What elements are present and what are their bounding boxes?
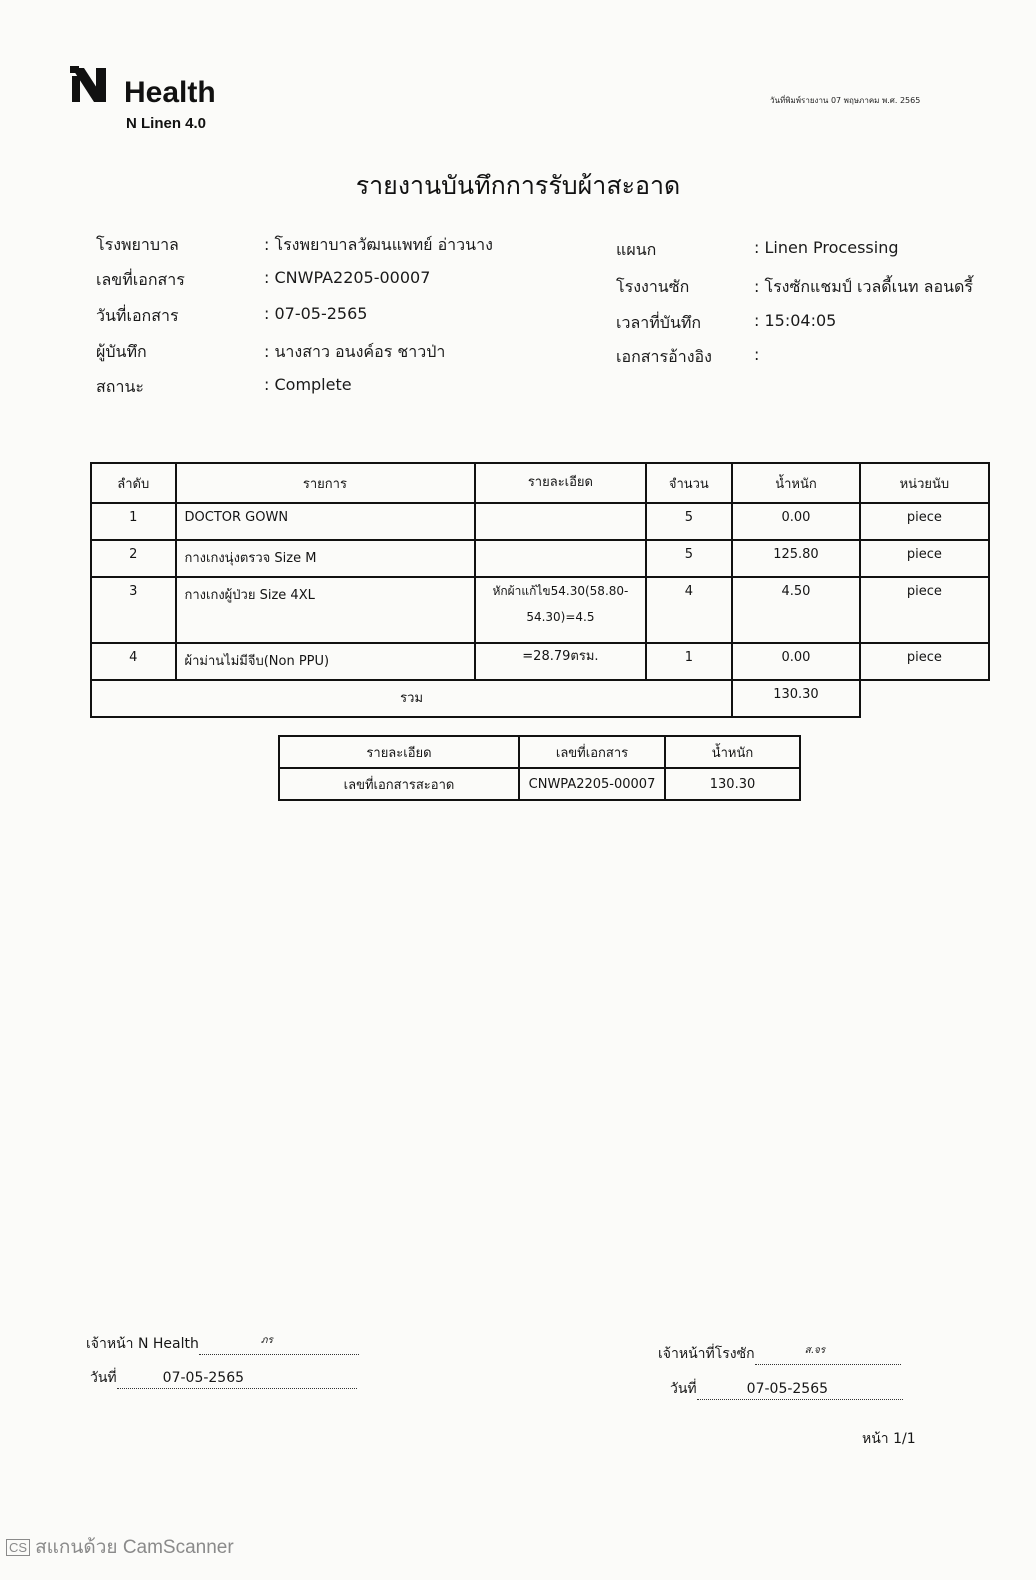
info-value: : Linen Processing xyxy=(754,238,899,257)
cell-qty: 4 xyxy=(646,577,733,643)
cell-weight: 4.50 xyxy=(732,577,860,643)
signature-label: เจ้าหน้าที่โรงซัก xyxy=(658,1346,755,1362)
info-value: : โรงซักแชมป์ เวลดี้เนท ลอนดรี้ xyxy=(754,277,974,296)
table-row xyxy=(91,540,989,577)
cell-qty: 5 xyxy=(646,540,733,577)
info-value: : xyxy=(754,345,760,364)
info-label: สถานะ xyxy=(96,377,144,396)
info-label: วันที่เอกสาร xyxy=(96,306,179,325)
table-total-row xyxy=(91,680,989,717)
col-header-unit: หน่วยนับ xyxy=(860,463,989,503)
info-value: : โรงพยาบาลวัฒนแพทย์ อ่าวนาง xyxy=(264,235,493,254)
cell-unit: piece xyxy=(860,577,989,643)
summary-table xyxy=(278,735,801,801)
cell-no: 3 xyxy=(91,577,176,643)
camscanner-watermark xyxy=(6,1532,234,1562)
summary-header-weight: น้ำหนัก xyxy=(665,736,800,768)
info-value: : 07-05-2565 xyxy=(264,304,368,323)
signature-scribble: ส.จร xyxy=(804,1345,826,1356)
table-row xyxy=(91,577,989,643)
info-label: แผนก xyxy=(616,240,657,259)
date-label: วันที่ xyxy=(90,1370,117,1386)
summary-row xyxy=(279,768,800,800)
date-value: 07-05-2565 xyxy=(746,1381,829,1397)
document-title: รายงานบันทึกการรับผ้าสะอาด xyxy=(355,171,681,200)
info-value: : CNWPA2205-00007 xyxy=(264,268,431,287)
date-label: วันที่ xyxy=(670,1381,697,1397)
brand-subtitle: N Linen 4.0 xyxy=(126,115,207,132)
cell-unit: piece xyxy=(860,643,989,680)
info-value: : Complete xyxy=(264,375,352,394)
cell-item: กางเกงนุ่งตรวจ Size M xyxy=(176,540,476,577)
cell-detail: =28.79ตรม. xyxy=(475,643,645,680)
col-header-weight: น้ำหนัก xyxy=(732,463,860,503)
cell-no: 1 xyxy=(91,503,176,540)
watermark-text: สแกนด้วย CamScanner xyxy=(35,1537,234,1558)
cs-badge: CS xyxy=(6,1539,30,1556)
summary-docno: CNWPA2205-00007 xyxy=(519,768,665,800)
cell-item: DOCTOR GOWN xyxy=(176,503,476,540)
table-header-row xyxy=(91,463,989,503)
col-header-no: ลำดับ xyxy=(91,463,176,503)
cell-no: 4 xyxy=(91,643,176,680)
summary-detail: เลขที่เอกสารสะอาด xyxy=(279,768,519,800)
empty-cell xyxy=(860,680,989,717)
cell-weight: 125.80 xyxy=(732,540,860,577)
cell-qty: 5 xyxy=(646,503,733,540)
info-label: โรงงานซัก xyxy=(616,277,690,296)
signature-date-laundry xyxy=(670,1378,903,1400)
cell-item: กางเกงผู้ป่วย Size 4XL xyxy=(176,577,476,643)
table-row xyxy=(91,643,989,680)
info-label: ผู้บันทึก xyxy=(96,342,147,361)
cell-detail xyxy=(475,503,645,540)
cell-weight: 0.00 xyxy=(732,503,860,540)
items-table xyxy=(90,462,990,718)
cell-qty: 1 xyxy=(646,643,733,680)
page-number: หน้า 1/1 xyxy=(862,1431,916,1447)
col-header-qty: จำนวน xyxy=(646,463,733,503)
signature-scribble: ภร xyxy=(260,1335,273,1346)
col-header-item: รายการ xyxy=(176,463,476,503)
signature-laundry xyxy=(658,1343,901,1365)
signature-date-nhealth xyxy=(90,1367,357,1389)
cell-weight: 0.00 xyxy=(732,643,860,680)
brand-name: Health xyxy=(124,76,216,109)
table-row xyxy=(91,503,989,540)
col-header-detail: รายละเอียด xyxy=(475,463,645,503)
cell-no: 2 xyxy=(91,540,176,577)
date-value: 07-05-2565 xyxy=(162,1370,245,1386)
n-logo-icon xyxy=(70,66,112,106)
total-label: รวม xyxy=(91,680,732,717)
print-date: วันที่พิมพ์รายงาน 07 พฤษภาคม พ.ศ. 2565 xyxy=(770,96,921,105)
cell-detail xyxy=(475,540,645,577)
info-value: : 15:04:05 xyxy=(754,311,837,330)
summary-header-row xyxy=(279,736,800,768)
info-label: เวลาที่บันทึก xyxy=(616,313,702,332)
cell-item: ผ้าม่านไม่มีจีบ(Non PPU) xyxy=(176,643,476,680)
cell-unit: piece xyxy=(860,540,989,577)
signature-nhealth xyxy=(86,1333,359,1355)
info-value: : นางสาว อนงค์อร ชาวป่า xyxy=(264,342,446,361)
cell-detail: หักผ้าแก้ไข54.30(58.80-54.30)=4.5 xyxy=(475,577,645,643)
summary-weight: 130.30 xyxy=(665,768,800,800)
total-weight: 130.30 xyxy=(732,680,860,717)
summary-header-docno: เลขที่เอกสาร xyxy=(519,736,665,768)
info-label: เอกสารอ้างอิง xyxy=(616,347,712,366)
info-label: โรงพยาบาล xyxy=(96,235,179,254)
info-label: เลขที่เอกสาร xyxy=(96,270,185,289)
summary-header-detail: รายละเอียด xyxy=(279,736,519,768)
signature-label: เจ้าหน้า N Health xyxy=(86,1336,199,1352)
cell-unit: piece xyxy=(860,503,989,540)
